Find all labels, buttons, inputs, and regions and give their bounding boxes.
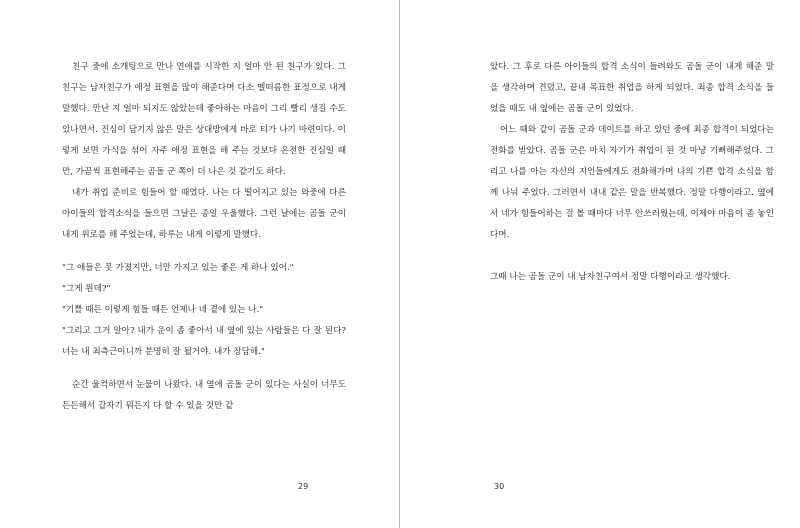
left-page [0, 0, 399, 528]
paragraph: 그때 나는 곰돌 군이 내 남자친구여서 정말 다행이라고 생각했다. [490, 272, 731, 282]
dialogue-line: "그게 뭔데?" [62, 284, 111, 294]
paragraph: 았다. 그 후로 다른 아이들의 합격 소식이 들려와도 곰돌 군이 내게 해준 말을 생각하며 견뎠고, 끝내 목표한 취업을 하게 되었다. 최종 합격 소식을 들었을 때도 내 옆에는 곰돌 군이 있었다. [490, 62, 774, 114]
left-page-body [62, 57, 346, 417]
paragraph: 순간 울컥하면서 눈물이 나왔다. 내 옆에 곰돌 군이 있다는 사실이 너무도 든든해서 갑자기 뭐든지 다 할 수 있을 것만 같 [62, 380, 346, 411]
dialogue-line: "기쁠 때든 이렇게 힘들 때든 언제나 네 곁에 있는 나." [62, 305, 264, 315]
paragraph: 친구 중에 소개팅으로 만나 연애를 시작한 지 얼마 안 된 친구가 있다. 그 친구는 남자친구가 애정 표현을 많이 해준다며 다소 멜떠름한 표정으로 내게 말했다. 만난 지 얼마 되지도 않았는데 좋아하는 마음이 그리 빨리 생길 수도 있나면서. 진심이 담기지 않은 말은 상대방에게 바로 티가 나기 마련이다. 이렇게 보면 가식을 섞어 자주 애정 표현을 해 주는 것보다 온전한 진심일 때만, 가끔씩 표현해주는 곰돌 군 쪽이 더 나은 것 같기도 하다. [62, 62, 346, 177]
right-page-body [490, 57, 774, 288]
right-page [400, 0, 799, 528]
paragraph: 내가 취업 준비로 힘들어 할 때였다. 나는 다 떨어지고 있는 와중에 다른 아이들의 합격소식을 들으면 그날은 종일 우울했다. 그런 날에는 곰돌 군이 내게 위로를 해 주었는데, 하루는 내게 이렇게 말했다. [62, 188, 346, 240]
paragraph: 어느 때와 같이 곰돌 군과 데이트를 하고 있던 중에 최종 합격이 되었다는 전화를 받았다. 곰돌 군은 마치 자기가 취업이 된 것 마냥 기뻐해주었다. 그리고 나를 아는 자신의 지인들에게도 전화해가며 나의 기쁜 합격 소식을 함께 나눠 주었다. 그러면서 내내 같은 말을 반복했다. 정말 다행이라고. 옆에서 네가 힘들어하는 걸 볼 때마다 너무 안쓰러웠는데, 이제야 마음이 좀 놓인다며. [490, 125, 774, 240]
dialogue-line: "그리고 그거 알아? 내가 운이 좀 좋아서 내 옆에 있는 사람들은 다 잘 된다? 너는 내 최측근이니까 분명히 잘 될거야. 내가 장담해." [62, 326, 346, 357]
page-number: 30 [494, 482, 505, 491]
page-number: 29 [298, 482, 309, 491]
dialogue-line: "그 애들은 못 가졌지만, 너만 가지고 있는 좋은 게 하나 있어." [62, 263, 294, 273]
